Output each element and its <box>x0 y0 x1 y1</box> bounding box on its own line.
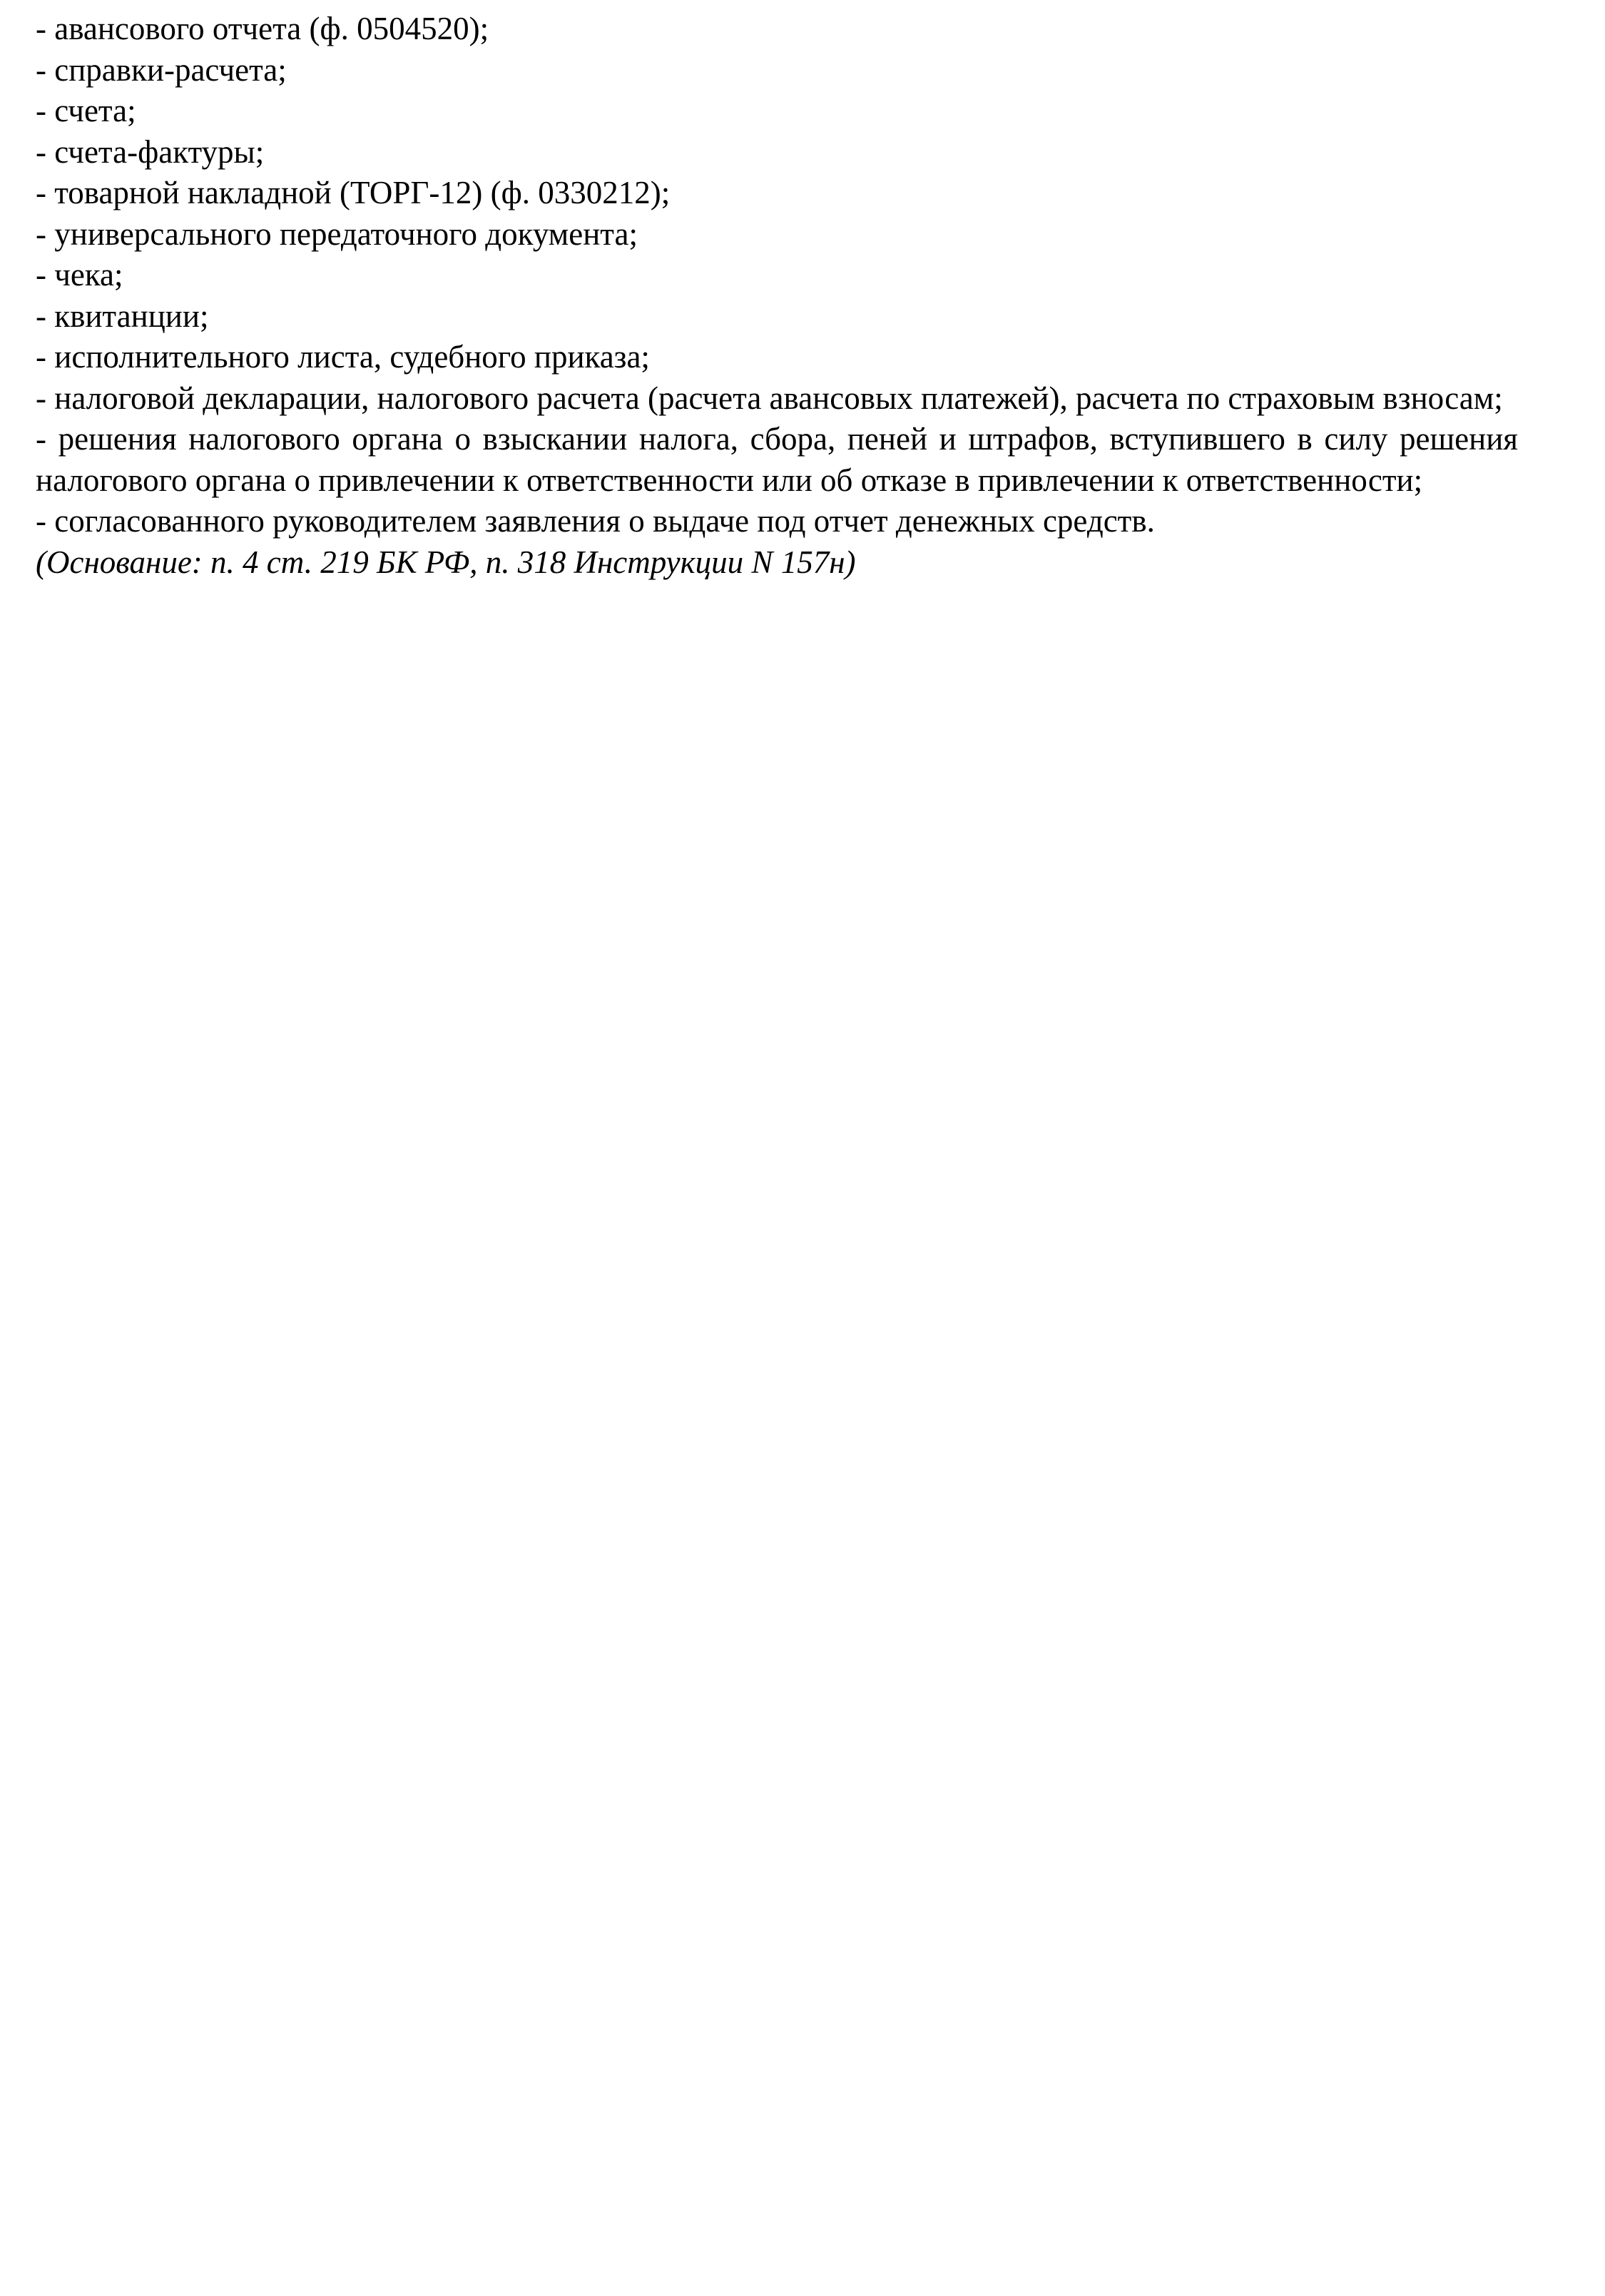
list-item: - универсального передаточного документа; <box>36 215 638 252</box>
list-item-advance-application: - согласованного руководителем заявления о выдаче под отчет денежных средств. <box>36 503 1155 539</box>
list-item: - счета-фактуры; <box>36 133 265 170</box>
list-item: - квитанции; <box>36 298 209 334</box>
list-item: - чека; <box>36 257 123 293</box>
list-item: - авансового отчета (ф. 0504520); <box>36 11 489 46</box>
list-item: - исполнительного листа, судебного приказа; <box>36 339 650 375</box>
list-item: - справки-расчета; <box>36 51 287 88</box>
legal-basis-note: (Основание: п. 4 ст. 219 БК РФ, п. 318 Инструкции N 157н) <box>36 544 856 580</box>
list-item-tax-decision: - решения налогового органа о взыскании налога, сбора, пеней и штрафов, вступившего в силу решения налогового органа о привлечении к ответственности или об отказе в привлечении к ответственности; <box>36 421 1518 498</box>
list-item: - счета; <box>36 93 136 128</box>
list-item: - товарной накладной (ТОРГ-12) (ф. 0330212); <box>36 175 671 210</box>
list-item-tax-declaration: - налоговой декларации, налогового расчета (расчета авансовых платежей), расчета по страховым взносам; <box>36 380 1503 416</box>
document-page <box>36 9 1518 583</box>
